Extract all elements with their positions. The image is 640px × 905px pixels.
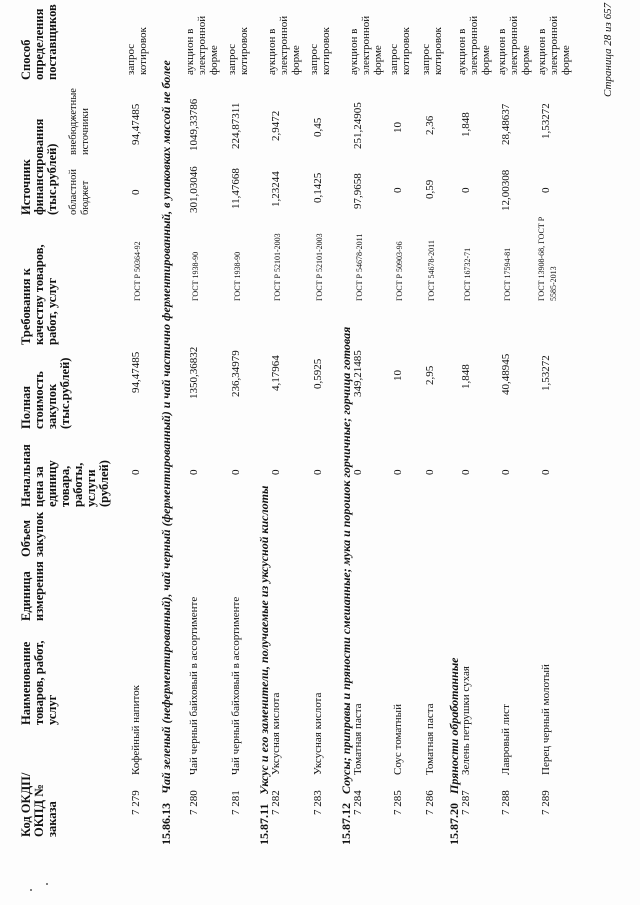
row-281-code: 7 281: [230, 790, 242, 815]
row-289-total: 1,53272: [540, 355, 552, 391]
row-285-gost: ГОСТ Р 50903-96: [395, 241, 404, 301]
section-code: 15.87.11: [257, 803, 271, 845]
row-280-name: Чай черный байховый в ассортименте: [188, 596, 200, 775]
row-286-name: Томатная паста: [424, 703, 436, 775]
section-title: Пряности обработанные: [447, 657, 461, 794]
row-285-regional: 0: [392, 187, 404, 193]
row-279-regional: 0: [130, 189, 142, 195]
col-header-requirements: Требования к качеству товаров, работ, услуг: [19, 244, 59, 345]
row-283-method: запрос котировок: [308, 27, 332, 75]
col-header-funding: Источник финансирования (тыс.рублей): [19, 118, 59, 215]
row-281-name: Чай черный байховый в ассортименте: [230, 596, 242, 775]
funding-subheader-extrabudget: внебюджетные источники: [68, 88, 91, 155]
funding-subheader-regional: областной бюджет: [68, 169, 91, 215]
row-280-gost: ГОСТ 1938-90: [191, 251, 200, 301]
row-287-method: аукцион в электронной форме: [456, 15, 492, 75]
row-285-extrabudget: 10: [392, 122, 404, 133]
scan-speck: [46, 883, 48, 885]
row-282-gost: ГОСТ Р 52101-2003: [273, 233, 282, 301]
row-288-name: Лавровый лист: [500, 704, 512, 775]
row-288-price: 0: [500, 469, 512, 475]
col-header-initial-price: Начальная цена за единицу товара, работы, услуги (рублей): [19, 444, 111, 507]
row-285-code: 7 285: [392, 790, 404, 815]
row-286-price: 0: [424, 469, 436, 475]
row-283-gost: ГОСТ Р 52101-2003: [315, 233, 324, 301]
row-287-name: Зелень петрушки сухая: [460, 666, 472, 775]
row-283-regional: 0,1425: [312, 172, 324, 203]
section-code: 15.87.20: [447, 803, 461, 845]
row-284-regional: 97,9658: [352, 173, 364, 209]
row-289-extrabudget: 1,53272: [540, 103, 552, 139]
row-284-gost: ГОСТ Р 54678-2011: [355, 233, 364, 301]
row-289-price: 0: [540, 469, 552, 475]
col-header-method: Способ определения поставщиков: [19, 4, 59, 80]
section-title: Чай зеленый (неферментированный), чай черный (ферментированный) и чай частично ферментированный, в упаковках массой не более: [159, 60, 173, 794]
row-288-code: 7 288: [500, 790, 512, 815]
row-284-name: Томатная паста: [352, 703, 364, 775]
col-header-volume: Объем закупок: [19, 511, 46, 557]
row-280-regional: 301,03046: [188, 166, 200, 213]
row-283-price: 0: [312, 469, 324, 475]
row-289-code: 7 289: [540, 790, 552, 815]
section-15-87-11: [258, 486, 270, 845]
row-279-code: 7 279: [130, 790, 142, 815]
row-287-total: 1,848: [460, 364, 472, 389]
row-288-gost: ГОСТ 17594-81: [503, 247, 512, 301]
row-286-regional: 0,59: [424, 179, 436, 199]
row-288-total: 40,48945: [500, 353, 512, 395]
row-279-method: запрос котировок: [125, 27, 149, 75]
row-279-extrabudget: 94,47485: [130, 103, 142, 145]
section-15-87-12: [340, 327, 352, 845]
row-287-regional: 0: [460, 187, 472, 193]
row-289-gost: ГОСТ 13908-68, ГОСТ Р 5585-2013: [537, 216, 558, 301]
row-285-total: 10: [392, 370, 404, 381]
row-288-regional: 12,00308: [500, 169, 512, 211]
section-15-86-13: [160, 60, 172, 845]
row-282-method: аукцион в электронной форме: [266, 15, 302, 75]
row-280-extrabudget: 1049,33786: [188, 98, 200, 151]
row-286-total: 2,95: [424, 365, 436, 385]
row-281-method: запрос котировок: [226, 27, 250, 75]
row-282-extrabudget: 2,9472: [270, 110, 282, 141]
row-280-price: 0: [188, 469, 200, 475]
section-title: Соусы; приправы и пряности смешанные; мука и порошок горчичные; горчица готовая: [339, 326, 353, 794]
row-284-extrabudget: 251,24905: [352, 102, 364, 149]
row-281-extrabudget: 224,87311: [230, 102, 242, 149]
section-code: 15.86.13: [159, 803, 173, 845]
row-285-method: запрос котировок: [388, 27, 412, 75]
row-286-method: запрос котировок: [420, 27, 444, 75]
row-286-gost: ГОСТ 54678-2011: [427, 240, 436, 301]
row-281-total: 236,34979: [230, 350, 242, 397]
page-number: Страница 28 из 657: [602, 2, 614, 97]
row-282-name: Уксусная кислота: [270, 692, 282, 775]
row-287-extrabudget: 1,848: [460, 112, 472, 137]
row-283-total: 0,5925: [312, 358, 324, 389]
row-279-name: Кофейный напиток: [130, 684, 142, 775]
row-283-name: Уксусная кислота: [312, 692, 324, 775]
row-287-price: 0: [460, 469, 472, 475]
row-280-method: аукцион в электронной форме: [184, 15, 220, 75]
row-287-gost: ГОСТ 16732-71: [463, 247, 472, 301]
row-281-price: 0: [230, 469, 242, 475]
row-279-gost: ГОСТ Р 50364-92: [133, 241, 142, 301]
row-280-code: 7 280: [188, 790, 200, 815]
row-284-method: аукцион в электронной форме: [348, 15, 384, 75]
col-header-total-cost: Полная стоимость закупок (тыс.рублей): [19, 357, 72, 429]
row-282-regional: 1,23244: [270, 171, 282, 207]
col-header-name: Наименование товаров, работ, услуг: [19, 640, 59, 725]
row-279-total: 94,47485: [130, 351, 142, 393]
row-289-name: Перец черный молотый: [540, 664, 552, 775]
row-279-price: 0: [130, 469, 142, 475]
row-284-code: 7 284: [352, 790, 364, 815]
section-code: 15.87.12: [339, 803, 353, 845]
row-282-code: 7 282: [270, 790, 282, 815]
section-title: Уксус и его заменители, получаемые из уксусной кислоты: [257, 485, 271, 795]
row-288-method: аукцион в электронной форме: [496, 15, 532, 75]
row-283-code: 7 283: [312, 790, 324, 815]
scan-speck: [30, 889, 32, 891]
row-281-gost: ГОСТ 1938-90: [233, 251, 242, 301]
row-284-total: 349,21485: [352, 350, 364, 397]
row-289-regional: 0: [540, 187, 552, 193]
row-289-method: аукцион в электронной форме: [536, 15, 572, 75]
row-285-name: Соус томатный: [392, 704, 404, 775]
col-header-unit: Единица измерения: [19, 561, 46, 621]
row-288-extrabudget: 28,48637: [500, 103, 512, 145]
row-282-price: 0: [270, 469, 282, 475]
col-header-code: Код ОКДП/ ОКПД № заказа: [19, 772, 59, 837]
row-282-total: 4,17964: [270, 355, 282, 391]
row-286-code: 7 286: [424, 790, 436, 815]
row-283-extrabudget: 0,45: [312, 117, 324, 137]
row-280-total: 1350,36832: [188, 346, 200, 399]
row-285-price: 0: [392, 469, 404, 475]
section-15-87-20: [448, 658, 460, 845]
row-287-code: 7 287: [460, 790, 472, 815]
row-284-price: 0: [352, 469, 364, 475]
row-281-regional: 11,47668: [230, 168, 242, 209]
row-286-extrabudget: 2,36: [424, 115, 436, 135]
